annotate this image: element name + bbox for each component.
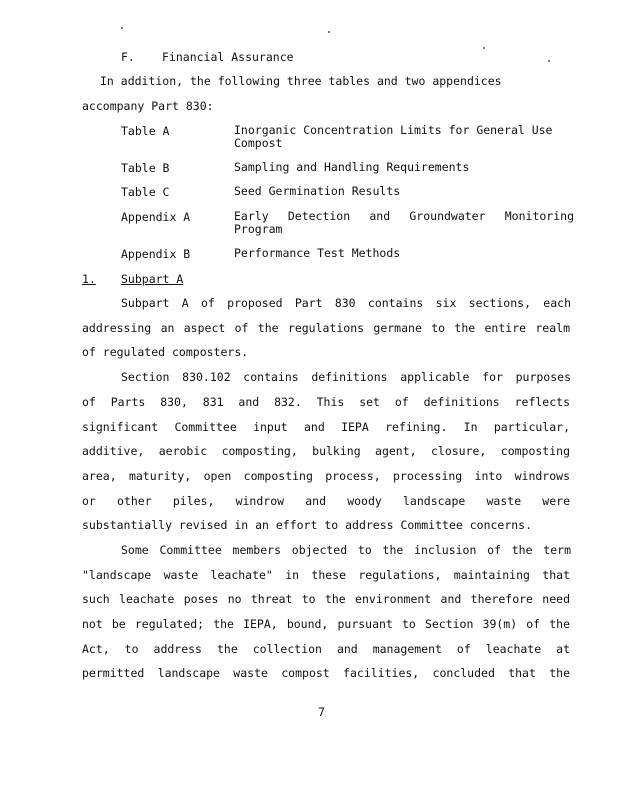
section-title: Financial Assurance — [162, 50, 294, 64]
table-a-desc: Inorganic Concentration Limits for General Use Compost — [234, 123, 553, 150]
appendix-b-desc: Performance Test Methods — [234, 246, 401, 260]
para-3-line-6: permitted landscape waste compost facilities, concluded that the — [82, 666, 570, 680]
para-2-line-1: Section 830.102 contains definitions applicable for purposes — [121, 370, 571, 384]
section-letter: F. — [121, 50, 135, 64]
scan-speck — [483, 47, 485, 49]
para-2-line-3: significant Committee input and IEPA refining. In particular, — [82, 420, 570, 434]
para-2-line-5: area, maturity, open composting process, processing into windrows — [82, 469, 570, 483]
table-a-label: Table A — [121, 124, 170, 138]
intro-line-2: accompany Part 830: — [82, 99, 214, 113]
para-2-line-2: of Parts 830, 831 and 832. This set of definitions reflects — [82, 395, 570, 409]
scan-speck — [328, 31, 330, 33]
para-2-line-4: additive, aerobic composting, bulking agent, closure, composting — [82, 444, 570, 458]
para-3-line-3: such leachate poses no threat to the environment and therefore need — [82, 592, 570, 606]
page-number: 7 — [318, 705, 325, 719]
para-3-line-4: not be regulated; the IEPA, bound, pursuant to Section 39(m) of the — [82, 617, 570, 631]
para-3-line-1: Some Committee members objected to the inclusion of the term — [121, 543, 571, 557]
para-1-line-1: Subpart A of proposed Part 830 contains six sections, each — [121, 296, 571, 310]
appendix-a-label: Appendix A — [121, 210, 191, 224]
para-2-line-6: or other piles, windrow and woody landscape waste were — [82, 494, 570, 508]
table-c-desc: Seed Germination Results — [234, 184, 401, 198]
appendix-b-label: Appendix B — [121, 247, 191, 261]
scan-speck — [121, 27, 123, 29]
table-c-label: Table C — [121, 185, 170, 199]
scan-speck — [548, 60, 550, 62]
appendix-a-desc: Early Detection and Groundwater Monitoring Program — [234, 209, 574, 236]
para-3-line-2: "landscape waste leachate" in these regulations, maintaining that — [82, 568, 570, 582]
table-b-desc: Sampling and Handling Requirements — [234, 160, 470, 174]
subpart-title: Subpart A — [121, 272, 184, 286]
subpart-number: 1. — [82, 272, 96, 286]
para-1-line-2: addressing an aspect of the regulations germane to the entire realm — [82, 321, 570, 335]
para-2-line-7: substantially revised in an effort to address Committee concerns. — [82, 518, 533, 532]
intro-line-1: In addition, the following three tables and two appendices — [100, 74, 502, 88]
table-b-label: Table B — [121, 161, 170, 175]
para-3-line-5: Act, to address the collection and management of leachate at — [82, 642, 570, 656]
para-1-line-3: of regulated composters. — [82, 345, 249, 359]
